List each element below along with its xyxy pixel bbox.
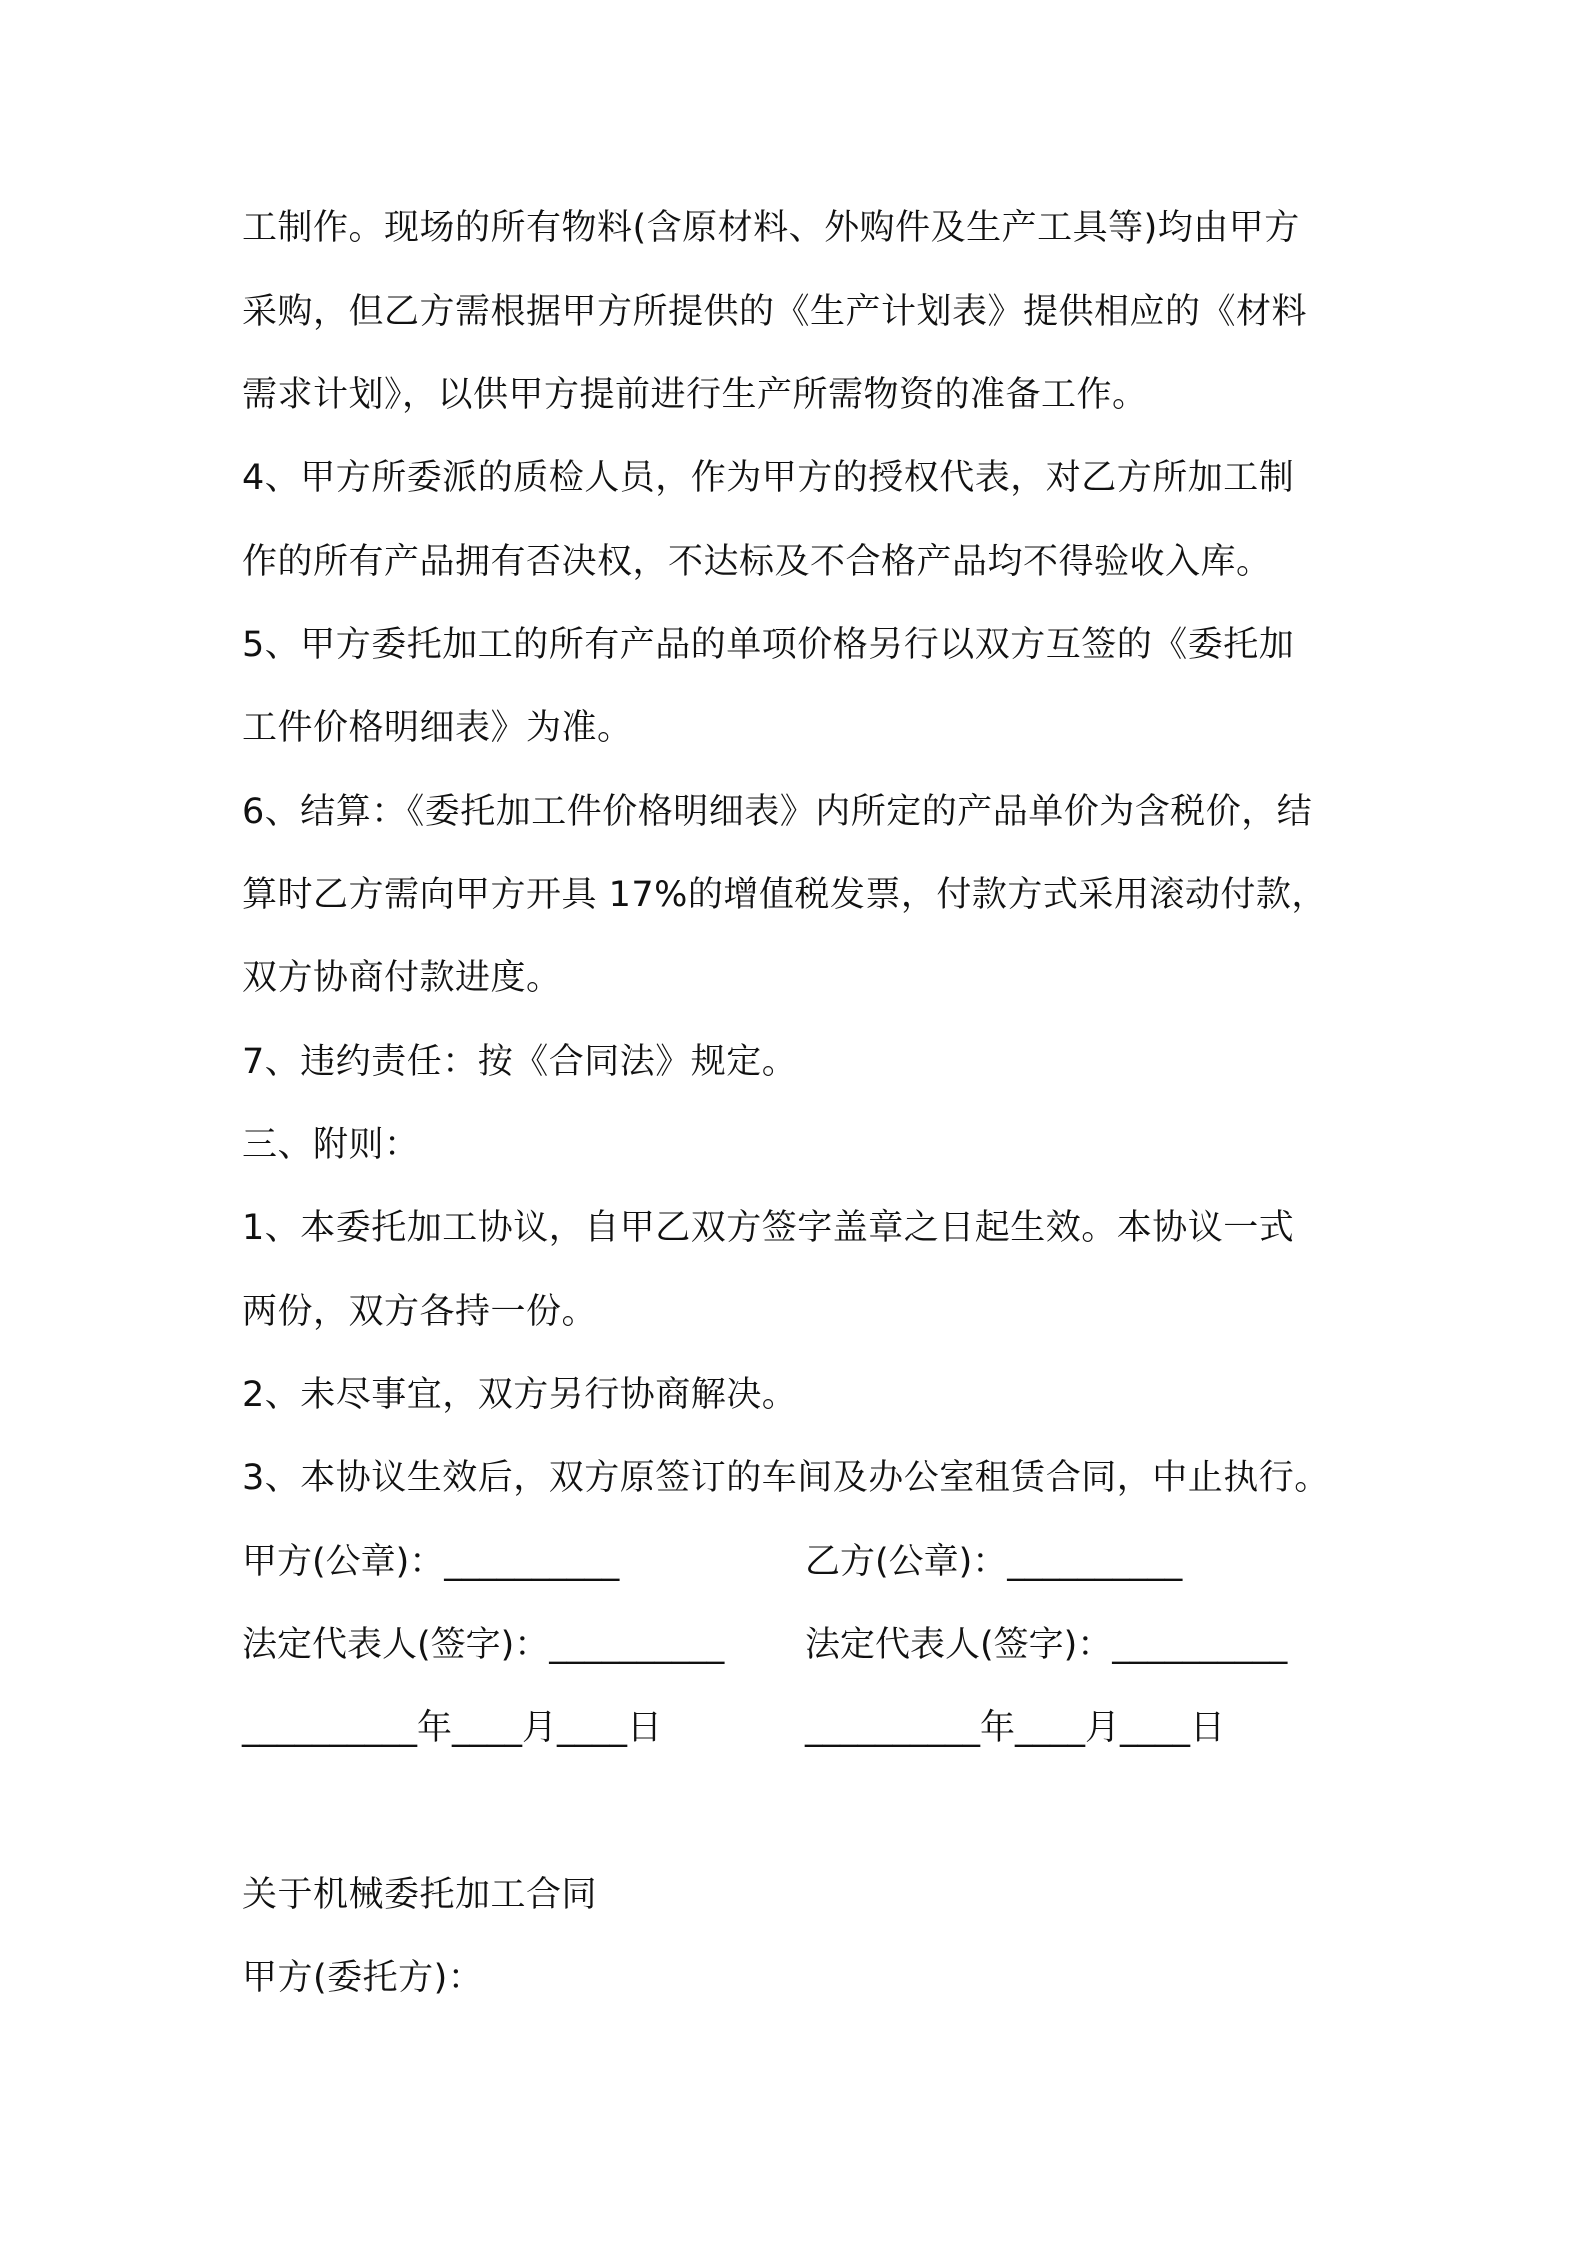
text-line: 6、结算：《委托加工件价格明细表》内所定的产品单价为含税价，结 xyxy=(242,792,1313,832)
party-b-seal: 乙方(公章)：__________ xyxy=(805,1542,1183,1582)
signature-date-row xyxy=(242,1706,1382,1750)
text-line: 7、违约责任：按《合同法》规定。 xyxy=(242,1042,798,1082)
party-b-date: __________年____月____日 xyxy=(805,1708,1226,1748)
next-document-party: 甲方(委托方)： xyxy=(242,1958,484,1998)
text-line: 采购，但乙方需根据甲方所提供的《生产计划表》提供相应的《材料 xyxy=(242,292,1308,332)
party-a-date: __________年____月____日 xyxy=(242,1708,663,1748)
text-line: 2、未尽事宜，双方另行协商解决。 xyxy=(242,1375,798,1415)
text-line: 5、甲方委托加工的所有产品的单项价格另行以双方互签的《委托加 xyxy=(242,625,1295,665)
text-line: 3、本协议生效后，双方原签订的车间及办公室租赁合同，中止执行。 xyxy=(242,1458,1330,1498)
party-a-seal: 甲方(公章)：__________ xyxy=(242,1542,620,1582)
text-line: 两份，双方各持一份。 xyxy=(242,1292,598,1332)
text-line: 算时乙方需向甲方开具 17%的增值税发票，付款方式采用滚动付款， xyxy=(242,875,1327,915)
text-line: 双方协商付款进度。 xyxy=(242,958,562,998)
text-line: 4、甲方所委派的质检人员，作为甲方的授权代表，对乙方所加工制 xyxy=(242,458,1295,498)
next-document-title: 关于机械委托加工合同 xyxy=(242,1875,598,1915)
text-line: 工制作。现场的所有物料(含原材料、外购件及生产工具等)均由甲方 xyxy=(242,208,1300,248)
text-line: 作的所有产品拥有否决权，不达标及不合格产品均不得验收入库。 xyxy=(242,542,1272,582)
signature-rep-row xyxy=(242,1623,1382,1667)
text-line: 需求计划》，以供甲方提前进行生产所需物资的准备工作。 xyxy=(242,375,1148,415)
party-a-representative: 法定代表人(签字)：__________ xyxy=(242,1625,725,1665)
text-line: 工件价格明细表》为准。 xyxy=(242,708,633,748)
party-b-representative: 法定代表人(签字)：__________ xyxy=(805,1625,1288,1665)
signature-seal-row xyxy=(242,1540,1382,1584)
text-line: 1、本委托加工协议，自甲乙双方签字盖章之日起生效。本协议一式 xyxy=(242,1208,1295,1248)
section-heading: 三、附则： xyxy=(242,1125,420,1165)
